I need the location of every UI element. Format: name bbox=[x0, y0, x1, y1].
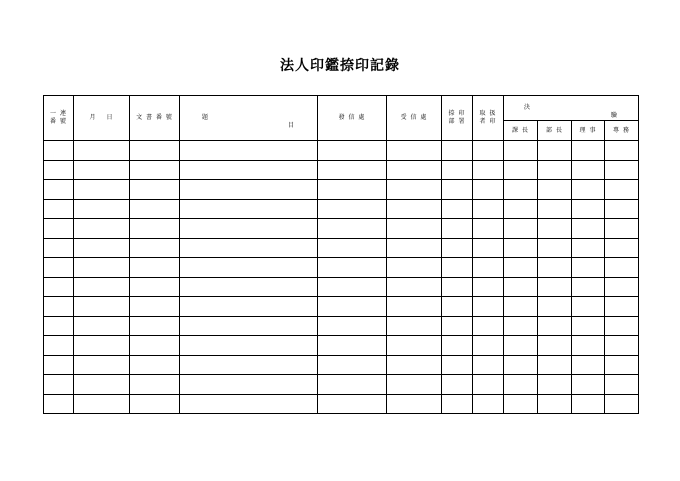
table-cell[interactable] bbox=[442, 219, 473, 239]
table-row bbox=[44, 199, 639, 219]
table-cell[interactable] bbox=[605, 277, 639, 297]
table-cell[interactable] bbox=[387, 316, 442, 336]
table-cell[interactable] bbox=[572, 316, 605, 336]
approver-executive-director-header: 專 務 bbox=[605, 121, 639, 141]
table-cell[interactable] bbox=[74, 219, 130, 239]
table-cell[interactable] bbox=[504, 219, 538, 239]
table-cell[interactable] bbox=[442, 316, 473, 336]
table-cell[interactable] bbox=[504, 336, 538, 356]
table-cell[interactable] bbox=[318, 219, 387, 239]
handler-seal-header: 取 扱 者 印 bbox=[473, 96, 504, 141]
table-cell[interactable] bbox=[180, 297, 318, 317]
table-row bbox=[44, 316, 639, 336]
table-cell[interactable] bbox=[130, 375, 180, 395]
table-cell[interactable] bbox=[504, 141, 538, 161]
approver-director-header: 理 事 bbox=[572, 121, 605, 141]
table-cell[interactable] bbox=[44, 297, 74, 317]
table-cell[interactable] bbox=[130, 160, 180, 180]
table-cell[interactable] bbox=[473, 141, 504, 161]
table-cell[interactable] bbox=[130, 219, 180, 239]
table-cell[interactable] bbox=[605, 394, 639, 414]
table-row bbox=[44, 297, 639, 317]
table-cell[interactable] bbox=[504, 238, 538, 258]
table-row bbox=[44, 355, 639, 375]
approver-department-head-header: 部 長 bbox=[538, 121, 572, 141]
table-row bbox=[44, 160, 639, 180]
table-cell[interactable] bbox=[318, 160, 387, 180]
table-cell[interactable] bbox=[387, 355, 442, 375]
table-cell[interactable] bbox=[44, 180, 74, 200]
table-cell[interactable] bbox=[74, 141, 130, 161]
table-cell[interactable] bbox=[180, 394, 318, 414]
table-cell[interactable] bbox=[538, 160, 572, 180]
table-cell[interactable] bbox=[605, 238, 639, 258]
table-cell[interactable] bbox=[605, 297, 639, 317]
table-cell[interactable] bbox=[538, 199, 572, 219]
subject-header-left: 題 bbox=[202, 114, 210, 121]
table-cell[interactable] bbox=[74, 316, 130, 336]
table-cell[interactable] bbox=[504, 160, 538, 180]
table-cell[interactable] bbox=[605, 336, 639, 356]
seal-department-header: 捺 印 部 署 bbox=[442, 96, 473, 141]
table-cell[interactable] bbox=[387, 238, 442, 258]
table-cell[interactable] bbox=[473, 180, 504, 200]
table-cell[interactable] bbox=[572, 238, 605, 258]
table-cell[interactable] bbox=[473, 277, 504, 297]
table-cell[interactable] bbox=[473, 316, 504, 336]
table-cell[interactable] bbox=[44, 141, 74, 161]
table-cell[interactable] bbox=[538, 316, 572, 336]
table-cell[interactable] bbox=[44, 160, 74, 180]
table-cell[interactable] bbox=[605, 375, 639, 395]
table-cell[interactable] bbox=[44, 355, 74, 375]
table-cell[interactable] bbox=[130, 336, 180, 356]
table-cell[interactable] bbox=[473, 355, 504, 375]
table-cell[interactable] bbox=[44, 219, 74, 239]
table-cell[interactable] bbox=[318, 238, 387, 258]
table-cell[interactable] bbox=[572, 375, 605, 395]
table-cell[interactable] bbox=[442, 199, 473, 219]
table-cell[interactable] bbox=[74, 238, 130, 258]
table-cell[interactable] bbox=[572, 199, 605, 219]
table-cell[interactable] bbox=[387, 277, 442, 297]
approval-header-right: 驗 bbox=[611, 112, 619, 119]
table-cell[interactable] bbox=[387, 258, 442, 278]
subject-header-right: 目 bbox=[287, 122, 295, 129]
table-cell[interactable] bbox=[74, 199, 130, 219]
table-cell[interactable] bbox=[44, 336, 74, 356]
table-cell[interactable] bbox=[442, 160, 473, 180]
table-cell[interactable] bbox=[180, 336, 318, 356]
table-cell[interactable] bbox=[44, 394, 74, 414]
table-cell[interactable] bbox=[572, 141, 605, 161]
table-cell[interactable] bbox=[572, 160, 605, 180]
table-cell[interactable] bbox=[74, 160, 130, 180]
table-cell[interactable] bbox=[318, 336, 387, 356]
table-cell[interactable] bbox=[180, 141, 318, 161]
table-cell[interactable] bbox=[74, 375, 130, 395]
table-cell[interactable] bbox=[180, 277, 318, 297]
table-row bbox=[44, 141, 639, 161]
table-cell[interactable] bbox=[473, 336, 504, 356]
table-cell[interactable] bbox=[605, 180, 639, 200]
table-cell[interactable] bbox=[538, 277, 572, 297]
table-cell[interactable] bbox=[538, 355, 572, 375]
table-cell[interactable] bbox=[538, 180, 572, 200]
table-row bbox=[44, 277, 639, 297]
table-cell[interactable] bbox=[74, 180, 130, 200]
table-cell[interactable] bbox=[180, 355, 318, 375]
approval-header-left: 決 bbox=[524, 104, 532, 111]
table-cell[interactable] bbox=[44, 199, 74, 219]
table-cell[interactable] bbox=[74, 336, 130, 356]
table-cell[interactable] bbox=[538, 219, 572, 239]
table-cell[interactable] bbox=[130, 297, 180, 317]
approval-header bbox=[504, 96, 639, 121]
table-cell[interactable] bbox=[130, 141, 180, 161]
table-cell[interactable] bbox=[504, 394, 538, 414]
page-title: 法人印鑑捺印記錄 bbox=[280, 58, 400, 74]
table-cell[interactable] bbox=[387, 336, 442, 356]
table-cell[interactable] bbox=[442, 258, 473, 278]
table-cell[interactable] bbox=[538, 141, 572, 161]
table-cell[interactable] bbox=[504, 316, 538, 336]
table-cell[interactable] bbox=[44, 258, 74, 278]
table-cell[interactable] bbox=[605, 199, 639, 219]
table-cell[interactable] bbox=[504, 355, 538, 375]
table-cell[interactable] bbox=[538, 258, 572, 278]
table-cell[interactable] bbox=[44, 316, 74, 336]
table-cell[interactable] bbox=[473, 375, 504, 395]
table-row bbox=[44, 180, 639, 200]
table-cell[interactable] bbox=[605, 160, 639, 180]
table-cell[interactable] bbox=[180, 238, 318, 258]
table-cell[interactable] bbox=[442, 180, 473, 200]
table-cell[interactable] bbox=[74, 277, 130, 297]
date-header: 月 日 bbox=[74, 96, 130, 141]
table-cell[interactable] bbox=[74, 297, 130, 317]
table-cell[interactable] bbox=[387, 375, 442, 395]
table-cell[interactable] bbox=[44, 238, 74, 258]
table-cell[interactable] bbox=[572, 277, 605, 297]
table-cell[interactable] bbox=[74, 258, 130, 278]
table-cell[interactable] bbox=[318, 394, 387, 414]
table-cell[interactable] bbox=[572, 355, 605, 375]
table-cell[interactable] bbox=[387, 199, 442, 219]
table-cell[interactable] bbox=[442, 238, 473, 258]
ledger-body bbox=[44, 141, 639, 414]
header-row bbox=[44, 96, 639, 121]
table-cell[interactable] bbox=[387, 297, 442, 317]
table-cell[interactable] bbox=[74, 355, 130, 375]
table-cell[interactable] bbox=[130, 238, 180, 258]
table-cell[interactable] bbox=[572, 297, 605, 317]
table-row bbox=[44, 258, 639, 278]
table-cell[interactable] bbox=[318, 375, 387, 395]
table-cell[interactable] bbox=[572, 180, 605, 200]
table-cell[interactable] bbox=[180, 316, 318, 336]
table-cell[interactable] bbox=[442, 297, 473, 317]
table-cell[interactable] bbox=[180, 160, 318, 180]
table-cell[interactable] bbox=[473, 394, 504, 414]
table-row bbox=[44, 336, 639, 356]
receiver-header: 受 信 處 bbox=[387, 96, 442, 141]
table-cell[interactable] bbox=[180, 258, 318, 278]
table-cell[interactable] bbox=[44, 375, 74, 395]
table-cell[interactable] bbox=[442, 375, 473, 395]
table-cell[interactable] bbox=[180, 219, 318, 239]
subject-header bbox=[180, 96, 318, 141]
table-cell[interactable] bbox=[504, 199, 538, 219]
table-cell[interactable] bbox=[442, 355, 473, 375]
table-cell[interactable] bbox=[130, 394, 180, 414]
table-cell[interactable] bbox=[130, 199, 180, 219]
table-cell[interactable] bbox=[74, 394, 130, 414]
table-cell[interactable] bbox=[442, 141, 473, 161]
table-cell[interactable] bbox=[130, 316, 180, 336]
table-cell[interactable] bbox=[44, 277, 74, 297]
table-cell[interactable] bbox=[318, 199, 387, 219]
table-cell[interactable] bbox=[442, 394, 473, 414]
table-cell[interactable] bbox=[538, 238, 572, 258]
table-cell[interactable] bbox=[538, 336, 572, 356]
table-cell[interactable] bbox=[572, 336, 605, 356]
table-cell[interactable] bbox=[318, 316, 387, 336]
table-cell[interactable] bbox=[130, 258, 180, 278]
table-cell[interactable] bbox=[504, 277, 538, 297]
table-cell[interactable] bbox=[605, 258, 639, 278]
table-cell[interactable] bbox=[387, 180, 442, 200]
table-cell[interactable] bbox=[572, 258, 605, 278]
table-cell[interactable] bbox=[180, 199, 318, 219]
table-cell[interactable] bbox=[572, 219, 605, 239]
table-cell[interactable] bbox=[318, 355, 387, 375]
table-cell[interactable] bbox=[318, 297, 387, 317]
table-cell[interactable] bbox=[473, 219, 504, 239]
table-row bbox=[44, 394, 639, 414]
table-cell[interactable] bbox=[387, 219, 442, 239]
table-cell[interactable] bbox=[180, 375, 318, 395]
table-cell[interactable] bbox=[572, 394, 605, 414]
table-cell[interactable] bbox=[538, 297, 572, 317]
approver-section-chief-header: 課 長 bbox=[504, 121, 538, 141]
table-cell[interactable] bbox=[318, 141, 387, 161]
table-cell[interactable] bbox=[504, 297, 538, 317]
table-row bbox=[44, 219, 639, 239]
sender-header: 發 信 處 bbox=[318, 96, 387, 141]
table-cell[interactable] bbox=[387, 160, 442, 180]
seal-record-table bbox=[43, 95, 639, 414]
table-cell[interactable] bbox=[318, 277, 387, 297]
table-cell[interactable] bbox=[442, 277, 473, 297]
table-cell[interactable] bbox=[473, 297, 504, 317]
table-cell[interactable] bbox=[473, 238, 504, 258]
table-cell[interactable] bbox=[473, 160, 504, 180]
table-cell[interactable] bbox=[180, 180, 318, 200]
table-cell[interactable] bbox=[504, 180, 538, 200]
table-cell[interactable] bbox=[605, 316, 639, 336]
table-cell[interactable] bbox=[605, 141, 639, 161]
table-cell[interactable] bbox=[605, 355, 639, 375]
table-cell[interactable] bbox=[538, 394, 572, 414]
serial-number-header: 一 連 番 號 bbox=[44, 96, 74, 141]
document-number-header: 文 書 番 號 bbox=[130, 96, 180, 141]
table-cell[interactable] bbox=[473, 199, 504, 219]
table-cell[interactable] bbox=[130, 180, 180, 200]
table-cell[interactable] bbox=[387, 141, 442, 161]
table-row bbox=[44, 238, 639, 258]
table-row bbox=[44, 375, 639, 395]
table-cell[interactable] bbox=[130, 355, 180, 375]
table-cell[interactable] bbox=[442, 336, 473, 356]
table-cell[interactable] bbox=[130, 277, 180, 297]
table-cell[interactable] bbox=[605, 219, 639, 239]
table-cell[interactable] bbox=[318, 180, 387, 200]
table-cell[interactable] bbox=[387, 394, 442, 414]
table-cell[interactable] bbox=[473, 258, 504, 278]
table-cell[interactable] bbox=[504, 258, 538, 278]
table-cell[interactable] bbox=[504, 375, 538, 395]
table-cell[interactable] bbox=[538, 375, 572, 395]
table-cell[interactable] bbox=[318, 258, 387, 278]
